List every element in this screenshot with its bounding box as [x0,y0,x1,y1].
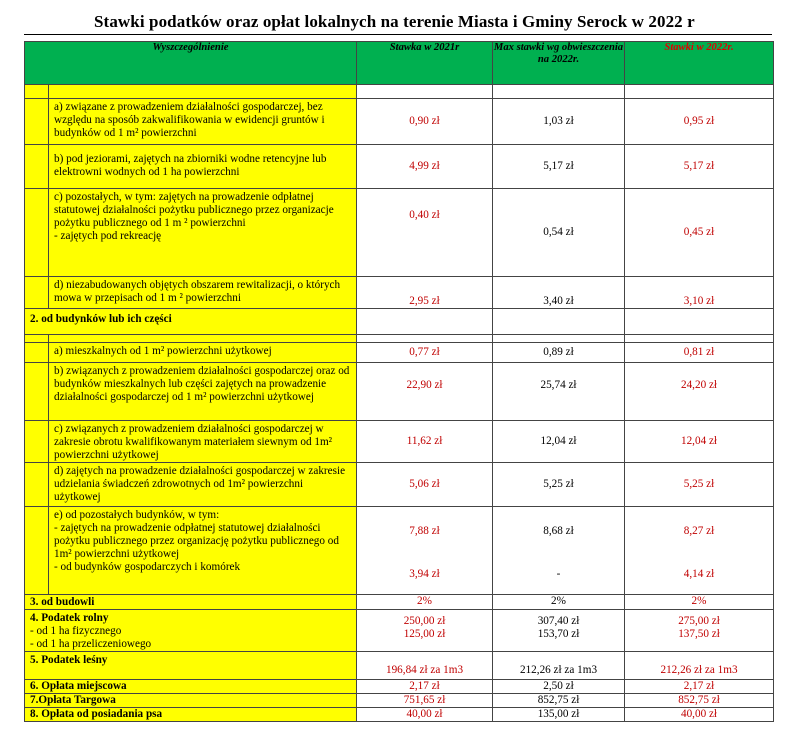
header-max-rate: Max stawki wg obwieszczenia na 2022r. [493,42,625,85]
spacer-row [25,335,774,343]
rate-2022: 8,27 zł [683,525,715,537]
rates-table [24,41,774,722]
max-rate: 2% [493,595,625,610]
rate-2021-cell [357,507,493,595]
spacer-row [25,85,774,99]
rate-2022: 0,45 zł [625,189,774,277]
table-row [25,145,774,189]
rate-2021: 40,00 zł [357,708,493,722]
max-rate: 0,89 zł [493,343,625,363]
max-rate: 135,00 zł [493,708,625,722]
max-rate: 307,40 zł [537,615,580,627]
table-row [25,363,774,421]
header-rate-2021: Stawka w 2021r [357,42,493,85]
rate-2022: 0,95 zł [625,99,774,145]
row-description [49,189,357,277]
section-row [25,694,774,708]
rate-2022: 275,00 zł [678,615,720,627]
rate-2021: 7,88 zł [409,525,440,537]
rate-2022: 5,17 zł [625,145,774,189]
rate-2022-cell [625,610,774,652]
rate-2021-b: 3,94 zł [409,568,440,580]
table-row [25,343,774,363]
table-row [25,463,774,507]
section-label: 4. Podatek rolny [30,612,109,624]
max-rate: 2,50 zł [493,680,625,694]
page-title: Stawki podatków oraz opłat lokalnych na terenie Miasta i Gminy Serock w 2022 r [94,12,695,31]
rate-2022-cell [625,507,774,595]
section-label: 5. Podatek leśny [25,652,357,680]
max-rate: 8,68 zł [543,525,574,537]
rate-2021: 4,99 zł [357,145,493,189]
row-description: a) mieszkalnych od 1 m² powierzchni użytkowej [49,343,357,363]
table-row [25,99,774,145]
rate-2022: 212,26 zł za 1m3 [625,652,774,680]
row-description: b) pod jeziorami, zajętych na zbiorniki wodne retencyjne lub elektrowni wodnych od 1 ha powierzchni [49,145,357,189]
header-row [25,42,774,85]
table-row [25,507,774,595]
max-rate: 25,74 zł [493,363,625,421]
rate-2021: 2,17 zł [357,680,493,694]
rate-2021: 11,62 zł [357,421,493,463]
row-description: d) zajętych na prowadzenie działalności gospodarczej w zakresie udzielania świadczeń zdrowotnych od 1m² powierzchni użytkowej [49,463,357,507]
max-rate: 0,54 zł [493,189,625,277]
row-description: a) związane z prowadzeniem działalności gospodarczej, bez względu na sposób zakwalifikowania w ewidencji gruntów i budynków od 1 m² powierzchni [49,99,357,145]
rate-2022: 12,04 zł [625,421,774,463]
table-row [25,421,774,463]
rate-2022: 0,81 zł [625,343,774,363]
section-row [25,708,774,722]
max-rate: 5,17 zł [493,145,625,189]
max-rate-cell [493,507,625,595]
table-row [25,277,774,309]
max-rate-b: - [556,568,561,580]
section-row [25,680,774,694]
max-rate: 3,40 zł [493,277,625,309]
section-row [25,610,774,652]
header-description: Wyszczególnienie [25,42,357,85]
section-label: 8. Opłata od posiadania psa [25,708,357,722]
rate-2021: 0,90 zł [357,99,493,145]
rate-2021: 2,95 zł [357,277,493,309]
rate-2021: 5,06 zł [357,463,493,507]
rate-2022-b: 137,50 zł [678,628,720,640]
section-label: 2. od budynków lub ich części [25,309,357,335]
max-rate: 5,25 zł [493,463,625,507]
table-row [25,189,774,277]
section-label: 6. Opłata miejscowa [25,680,357,694]
row-description: c) związanych z prowadzeniem działalności gospodarczej w zakresie obrotu kwalifikowanym materiałem siewnym od 1m² powierzchni użytkowej [49,421,357,463]
rate-2022: 3,10 zł [625,277,774,309]
rate-2022: 2,17 zł [625,680,774,694]
rate-2022: 2% [625,595,774,610]
row-description-sub: - zajętych pod rekreację [54,230,162,242]
row-description: d) niezabudowanych objętych obszarem rewitalizacji, o których mowa w przepisach od 1 m ² powierzchni [49,277,357,309]
row-description-sub: - od budynków gospodarczych i komórek [54,561,241,573]
row-description-main: c) pozostałych, w tym: zajętych na prowadzenie odpłatnej statutowej działalności pożytku publicznego przez organizacje pożytku publicznego od 1 m ² powierzchni [54,191,334,229]
rate-2021: 751,65 zł [357,694,493,708]
rate-2021: 196,84 zł za 1m3 [357,652,493,680]
rate-2021-cell [357,610,493,652]
header-rate-2022: Stawki w 2022r. [625,42,774,85]
row-description [49,507,357,595]
rate-2021: 0,77 zł [357,343,493,363]
title-underline [24,34,772,35]
max-rate: 852,75 zł [493,694,625,708]
section-label: 3. od budowli [25,595,357,610]
row-description-main: e) od pozostałych budynków, w tym: - zajętych na prowadzenie odpłatnej statutowej działalności pożytku publicznego przez organizację pożytku publicznego od 1m² powierzchni użytkowej [54,509,339,560]
rate-2022: 5,25 zł [625,463,774,507]
max-rate: 212,26 zł za 1m3 [493,652,625,680]
max-rate-cell [493,610,625,652]
max-rate-b: 153,70 zł [537,628,580,640]
section-label-cell [25,610,357,652]
rate-2022: 40,00 zł [625,708,774,722]
rate-2021: 0,40 zł [357,189,493,277]
sub-label: - od 1 ha fizycznego [30,625,122,637]
rate-2021-b: 125,00 zł [403,628,446,640]
rate-2022: 24,20 zł [625,363,774,421]
section-row [25,595,774,610]
rate-2021: 22,90 zł [357,363,493,421]
max-rate: 12,04 zł [493,421,625,463]
section-row [25,309,774,335]
row-description: b) związanych z prowadzeniem działalności gospodarczej oraz od budynków mieszkalnych lub części zajętych na prowadzenie działalności gospodarczej od 1 m² powierzchni użytkowej [49,363,357,421]
rate-2021: 2% [357,595,493,610]
section-row [25,652,774,680]
rate-2022-b: 4,14 zł [683,568,715,580]
rate-2022: 852,75 zł [625,694,774,708]
max-rate: 1,03 zł [493,99,625,145]
rate-2021: 250,00 zł [403,615,446,627]
section-label: 7.Opłata Targowa [25,694,357,708]
sub-label: - od 1 ha przeliczeniowego [30,638,152,650]
